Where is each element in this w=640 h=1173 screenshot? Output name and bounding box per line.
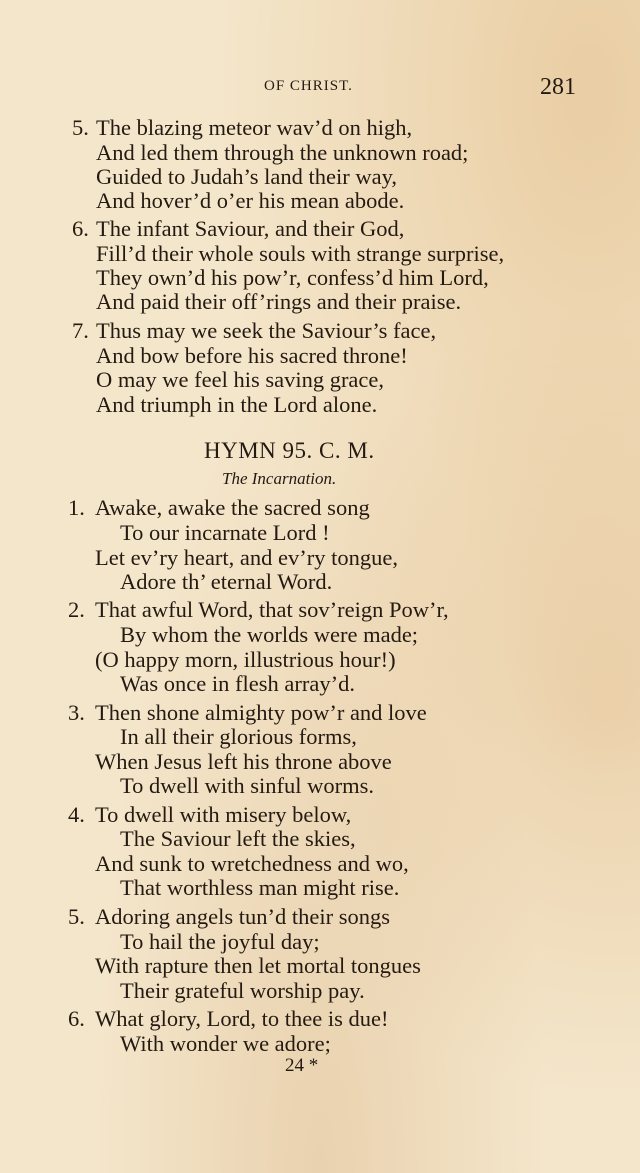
verse-line: To our incarnate Lord ! bbox=[120, 520, 330, 545]
verse-line: In all their glorious forms, bbox=[120, 724, 357, 749]
verse-line: O may we feel his saving grace, bbox=[96, 367, 385, 392]
verse-line: Then shone almighty pow’r and love bbox=[95, 700, 427, 725]
verse-line: The blazing meteor wav’d on high, bbox=[96, 115, 413, 140]
verse-line: To dwell with misery below, bbox=[95, 802, 352, 827]
verse-line: When Jesus left his throne above bbox=[95, 749, 392, 774]
verse-line: Was once in flesh array’d. bbox=[120, 671, 355, 696]
verse-line: And paid their off’rings and their praise. bbox=[96, 289, 462, 314]
verse-line: Guided to Judah’s land their way, bbox=[96, 164, 397, 189]
verse-line: By whom the worlds were made; bbox=[120, 622, 419, 647]
verse-line: And led them through the unknown road; bbox=[96, 140, 469, 165]
verse-line: Their grateful worship pay. bbox=[120, 978, 365, 1003]
verse-line: That worthless man might rise. bbox=[120, 875, 400, 900]
stanza-number: 6. bbox=[72, 216, 89, 241]
running-title: OF CHRIST. bbox=[264, 78, 353, 94]
verse-line: Let ev’ry heart, and ev’ry tongue, bbox=[95, 545, 398, 570]
verse-line: To hail the joyful day; bbox=[120, 929, 320, 954]
signature-mark: 24 * bbox=[285, 1055, 319, 1076]
verse-line: Awake, awake the sacred song bbox=[95, 495, 370, 520]
page-number: 281 bbox=[540, 74, 576, 100]
stanza-number: 6. bbox=[68, 1006, 85, 1031]
verse-line: The Saviour left the skies, bbox=[120, 826, 356, 851]
verse-line: They own’d his pow’r, confess’d him Lord, bbox=[96, 265, 489, 290]
verse-line: With rapture then let mortal tongues bbox=[95, 953, 421, 978]
stanza-number: 3. bbox=[68, 700, 85, 725]
stanza-number: 4. bbox=[68, 802, 85, 827]
stanza-number: 7. bbox=[72, 318, 89, 343]
stanza-number: 1. bbox=[68, 495, 85, 520]
verse-line: What glory, Lord, to thee is due! bbox=[95, 1006, 389, 1031]
hymn-title: HYMN 95. C. M. bbox=[204, 438, 375, 463]
verse-line: The infant Saviour, and their God, bbox=[96, 216, 405, 241]
verse-line: And triumph in the Lord alone. bbox=[96, 392, 378, 417]
verse-line: To dwell with sinful worms. bbox=[120, 773, 375, 798]
verse-line: Adore th’ eternal Word. bbox=[120, 569, 333, 594]
verse-line: That awful Word, that sov’reign Pow’r, bbox=[95, 597, 449, 622]
verse-line: And hover’d o’er his mean abode. bbox=[96, 188, 405, 213]
verse-line: Fill’d their whole souls with strange surprise, bbox=[96, 241, 505, 266]
stanza-number: 2. bbox=[68, 597, 85, 622]
stanza-number: 5. bbox=[68, 904, 85, 929]
verse-line: And sunk to wretchedness and wo, bbox=[95, 851, 409, 876]
verse-line: Adoring angels tun’d their songs bbox=[95, 904, 390, 929]
verse-line: (O happy morn, illustrious hour!) bbox=[95, 647, 396, 672]
page-header bbox=[0, 74, 640, 102]
hymn-subtitle: The Incarnation. bbox=[222, 469, 337, 488]
verse-line: With wonder we adore; bbox=[120, 1031, 331, 1056]
verse-line: Thus may we seek the Saviour’s face, bbox=[96, 318, 437, 343]
verse-line: And bow before his sacred throne! bbox=[96, 343, 408, 368]
stanza-number: 5. bbox=[72, 115, 89, 140]
